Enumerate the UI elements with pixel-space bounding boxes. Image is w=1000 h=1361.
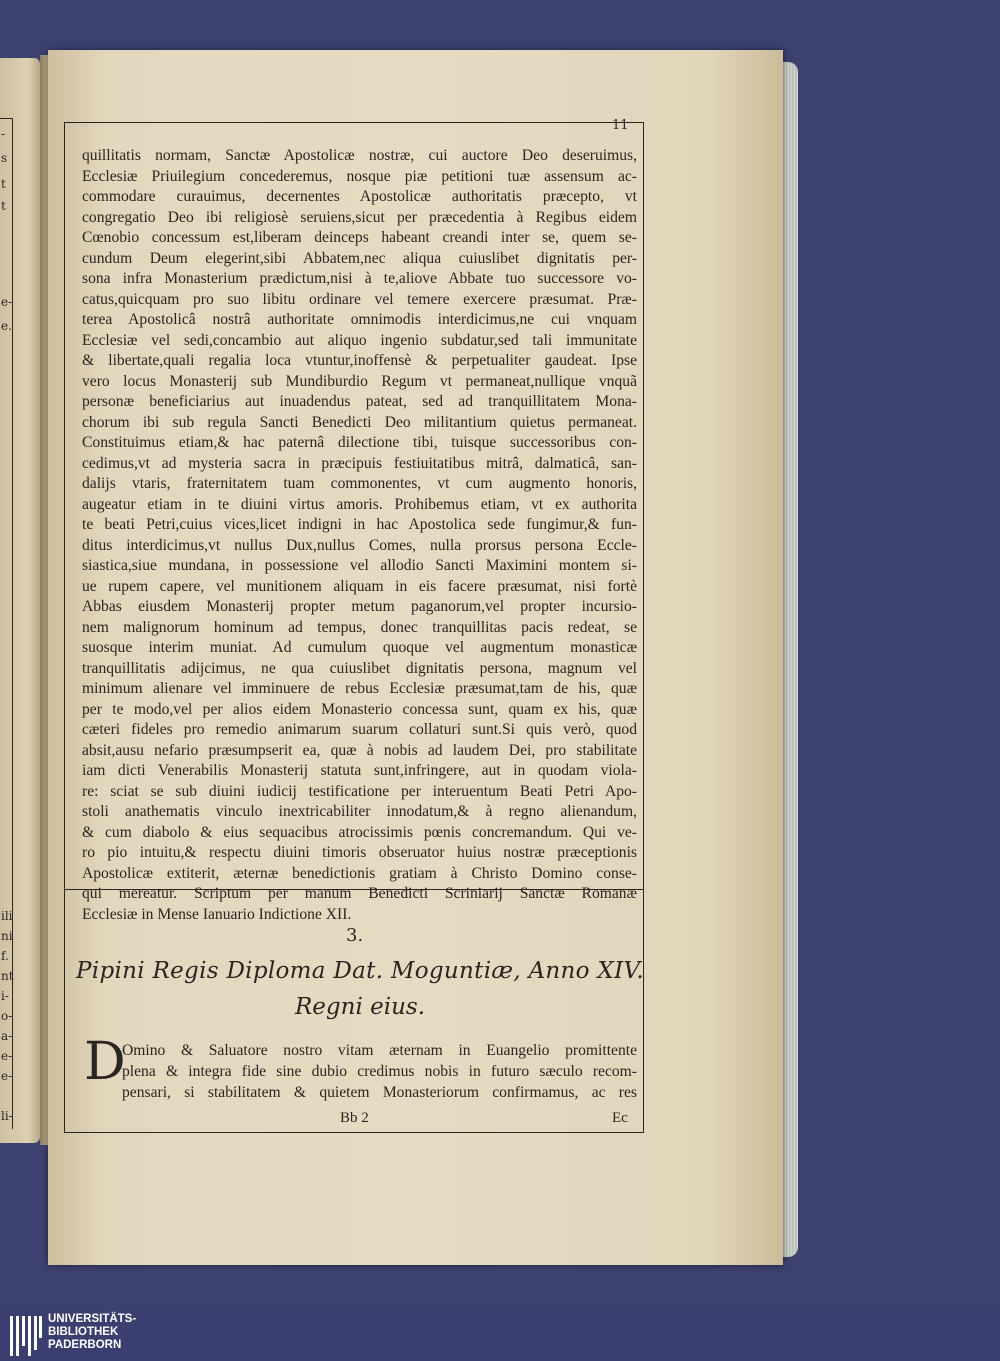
- left-page-fragment: li-: [1, 1109, 13, 1123]
- text-line: plena & integra fide sine dubio credimus nobis in futuro sæculo recom-: [122, 1063, 637, 1080]
- drop-cap: D: [84, 1032, 126, 1092]
- text-line: quillitatis normam, Sanctæ Apostolicæ nostræ, cui auctore Deo deseruimus,: [82, 147, 637, 164]
- text-line: siastica,siue mundana, in possessione vel allodio Sancti Maximini montem si-: [82, 557, 637, 574]
- section-number: 3.: [346, 925, 364, 946]
- text-line: Ecclesiæ Priuilegium concederemus, nosque piæ petitioni tuæ assensum ac-: [82, 167, 637, 185]
- logo-line-1: UNIVERSITÄTS-: [48, 1313, 137, 1325]
- left-page-fragment: e.: [1, 319, 12, 333]
- text-line: tranquillitatis adijcimus, ne qua cuiuslibet dignitatis persona, magnum vel: [82, 659, 637, 677]
- left-page-fragment: a-: [1, 1029, 13, 1043]
- main-text-block: [82, 146, 637, 925]
- left-page-fragment: -: [1, 127, 6, 141]
- logo-line-3: PADERBORN: [48, 1339, 122, 1351]
- text-line: personæ beneficiarius aut inuadendus pateat, sed ad tranquillitatem Mona-: [82, 393, 637, 410]
- left-page-fragment: ili: [1, 909, 13, 923]
- text-line: suosque interim muniat. Ad cumulum quoque vel augmentum monasticæ: [82, 639, 637, 656]
- text-line: & cum diabolo & eius sequacibus atrocissimis pœnis concremandum. Qui ve-: [82, 823, 637, 841]
- text-line: qui mereatur. Scriptum per manum Benedicti Scriniarij Sanctæ Romanæ: [82, 885, 637, 902]
- text-line: re: sciat se sub diuini iudicij testificatione per interuentum Beati Petri Apo-: [82, 782, 637, 800]
- text-line: Cœnobio concessum est,liberam deinceps habeant creandi inter se, quem se-: [82, 229, 637, 246]
- text-line: iam dicti Venerabilis Monasterij statuta sunt,infringere, aut in quodam viola-: [82, 762, 637, 779]
- logo-bar: [34, 1316, 37, 1350]
- logo-bar: [22, 1316, 25, 1346]
- text-line: nem malignorum hominum ad tempus, donec tranquillitas pacis redeat, se: [82, 618, 637, 636]
- logo-bar: [28, 1316, 31, 1356]
- text-line: per te modo,vel per alios eidem Monasterio concessa sunt, quam ex his, quæ: [82, 700, 637, 718]
- text-line: congregatio Deo ibi religiosè seruiens,sicut per præcedentia à Regibus eidem: [82, 208, 637, 226]
- library-logo-text: [48, 1313, 136, 1352]
- text-line: pensari, si stabilitatem & quietem Monasteriorum confirmamus, ac res: [122, 1084, 637, 1101]
- left-page-fragment: o-: [1, 1009, 13, 1023]
- text-line: ro pio intuitu,& respectu diuini timoris obseruator huius nostræ præceptionis: [82, 844, 637, 861]
- left-page-fragment: nt: [1, 969, 14, 983]
- diploma-heading-continued: Regni eius.: [294, 994, 426, 1020]
- text-line: absit,ausu nefario præsumpserit ea, quæ à nobis ad laudem Dei, pro stabilitate: [82, 741, 637, 759]
- text-line: commodare curauimus, decernentes Apostolicæ authoritatis præcepto, vt: [82, 188, 637, 205]
- text-line: cundum Deum elegerint,sibi Abbatem,nec aliqua cuiuslibet dignitatis per-: [82, 249, 637, 267]
- second-text-block: [122, 1040, 637, 1103]
- left-page-fragment: f.: [1, 949, 9, 963]
- text-line: Abbas eiusdem Monasterij propter metum paganorum,vel propter incursio-: [82, 598, 637, 615]
- text-line: cæteri fideles pro remedio animarum suarum collaturi sunt.Si quis verò, quod: [82, 721, 637, 738]
- text-line: Apostolicæ extiterit, æternæ benedictionis gratiam à Christo Domino conse-: [82, 864, 637, 882]
- logo-bar: [10, 1316, 13, 1356]
- page-number: 11: [612, 118, 629, 133]
- text-line: chorum ibi sub regula Sancti Benedicti Deo militantium quietus permaneat.: [82, 413, 637, 431]
- signature-mark: Bb 2: [340, 1110, 369, 1126]
- catchword: Ec: [612, 1110, 628, 1126]
- text-line: Ecclesiæ in Mense Ianuario Indictione XII.: [82, 905, 352, 923]
- text-line: terea Apostolicâ nostrâ authoritate omnimodis interdicimus,ne cui vnquam: [82, 311, 637, 328]
- text-line: sona infra Monasterium prædictum,nisi à te,aliove Abbate tuo successore vo-: [82, 270, 637, 287]
- left-page-fragment: i-: [1, 989, 9, 1003]
- library-footer: [0, 1310, 1000, 1361]
- text-line: Ecclesiæ vel sedi,concambio aut aliquo ingenio subdatur,sed tali immunitate: [82, 331, 637, 349]
- left-page-fragment: e-: [1, 295, 13, 309]
- left-page-fragment: t: [1, 177, 6, 191]
- text-line: Omino & Saluatore nostro vitam æternam in Euangelio promittente: [122, 1042, 637, 1059]
- diploma-heading: Pipini Regis Diploma Dat. Moguntiæ, Anno XIV.: [76, 958, 644, 984]
- text-line: stoli anathematis vinculo inextricabiliter innodatum,& à regno alienandum,: [82, 803, 637, 820]
- library-logo-icon: [10, 1316, 42, 1356]
- text-line: augeatur etiam in te diuini virtus amoris. Prohibemus etiam, vt ex authorita: [82, 495, 637, 513]
- left-page-fragment: e-: [1, 1049, 13, 1063]
- left-page-fragment: ni: [1, 929, 13, 943]
- text-line: Constituimus etiam,& hac paternâ dilectione tibi, tuisque successoribus con-: [82, 434, 637, 451]
- text-line: cedimus,vt ad mysteria sacra in præcipuis festiuitatibus mitrâ, dalmaticâ, san-: [82, 454, 637, 472]
- text-line: minimum alienare vel imminuere de rebus Ecclesiæ præsumat,tam de his, quæ: [82, 680, 637, 697]
- logo-bar: [16, 1316, 19, 1356]
- text-line: catus,quicquam pro suo libitu ordinare vel temere exercere præsumat. Præ-: [82, 290, 637, 308]
- text-line: ditus interdicimus,vt nullus Dux,nullus Comes, nulla prorsus persona Eccle-: [82, 536, 637, 554]
- text-line: & libertate,quali regalia loca vtuntur,inoffensè & perpetualiter gaudeat. Ipse: [82, 352, 637, 369]
- logo-bar: [39, 1316, 42, 1338]
- text-line: vero locus Monasterij sub Mundiburdio Regum vt permaneat,nullique vnquã: [82, 372, 637, 390]
- left-page-fragment: s: [1, 151, 8, 165]
- left-page-fragment: e-: [1, 1069, 13, 1083]
- left-page-fragment: t: [1, 199, 6, 213]
- text-line: ue rupem capere, vel munitionem aliquam in eis facere præsumat, nisi fortè: [82, 577, 637, 595]
- text-line: te beati Petri,cuius vices,licet indigni in hac Apostolica sede fungimur,& fun-: [82, 516, 637, 533]
- text-line: dalijs vtaris, fraternitatem tuam commonentes, vt cum augmento honoris,: [82, 475, 637, 492]
- logo-line-2: BIBLIOTHEK: [48, 1326, 119, 1338]
